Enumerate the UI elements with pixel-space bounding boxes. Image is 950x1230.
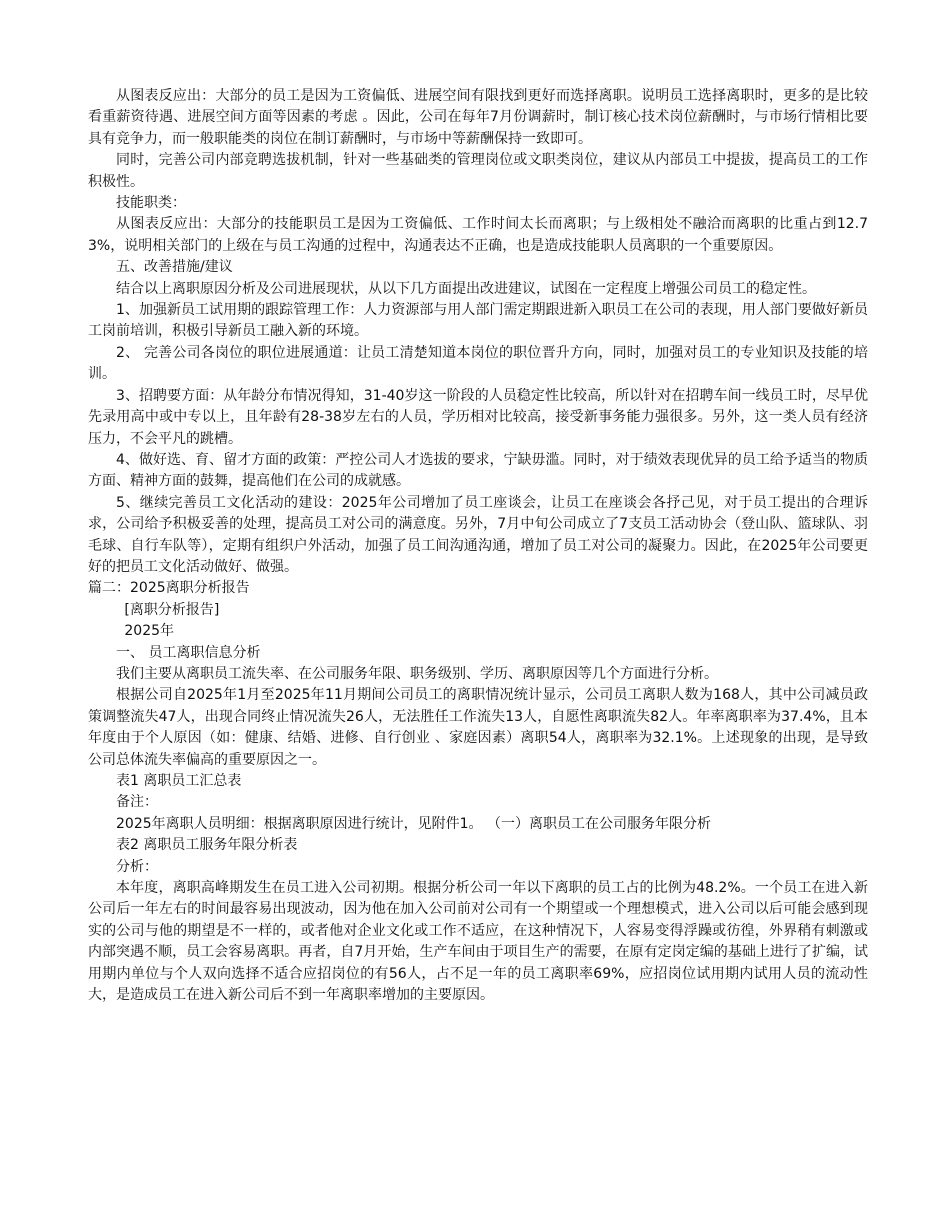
paragraph-suggestion-3: 3、招聘要方面：从年龄分布情况得知，31-40岁这一阶段的人员稳定性比较高，所以针对在招聘车间一线员工时，尽早优先录用高中或中专以上，且年龄有28-38岁左右的人员，学历相对比较高，接受新事务能力强很多。另外，这一类人员有经济压力，不会平凡的跳槽。 [88, 387, 868, 447]
table-2-caption: 表2 离职员工服务年限分析表 [116, 837, 298, 854]
section-heading-resignation-info: 一、 员工离职信息分析 [116, 644, 261, 661]
paragraph-internal-promotion: 同时，完善公司内部竞聘选拔机制，针对一些基础类的管理岗位或文职类岗位，建议从内部员工中提拔，提高员工的工作积极性。 [88, 152, 868, 190]
paragraph-skill-category-heading: 技能职类： [116, 195, 186, 212]
paragraph-skill-category-analysis: 从图表反应出：大部分的技能职员工是因为工资偏低、工作时间太长而离职；与上级相处不融洽而离职的比重占到12.73%，说明相关部门的上级在与员工沟通的过程中，沟通表达不正确，也是造成技能职人员离职的一个重要原因。 [88, 216, 868, 254]
paragraph-suggestion-1: 1、加强新员工试用期的跟踪管理工作：人力资源部与用人部门需定期跟进新入职员工在公司的表现，用人部门要做好新员工岗前培训，积极引导新员工融入新的环境。 [88, 302, 868, 340]
paragraph-resignation-details: 2025年离职人员明细：根据离职原因进行统计，见附件1。 （一）离职员工在公司服务年限分析 [116, 815, 711, 832]
paragraph-suggestion-2: 2、 完善公司各岗位的职位进展通道：让员工清楚知道本岗位的职位晋升方向，同时，加强对员工的专业知识及技能的培训。 [88, 344, 868, 383]
paragraph-analysis-scope: 我们主要从离职员工流失率、在公司服务年限、职务级别、学历、离职原因等几个方面进行分析。 [116, 665, 718, 682]
report-label: [离职分析报告] [124, 601, 220, 618]
section-heading-improvements: 五、改善措施/建议 [116, 259, 233, 276]
paragraph-suggestion-5: 5、继续完善员工文化活动的建设：2025年公司增加了员工座谈会，让员工在座谈会各抒己见，对于员工提出的合理诉求，公司给予积极妥善的处理，提高员工对公司的满意度。另外，7月中旬公司成立了7支员工活动协会（登山队、篮球队、羽毛球、自行车队等），定期有组织户外活动，加强了员工间沟通沟通，增加了员工对公司的凝聚力。因此，在2025年公司要更好的把员工文化活动做好、做强。 [88, 494, 868, 575]
paragraph-resignation-statistics: 根据公司自2025年1月至2025年11月期间公司员工的离职情况统计显示，公司员工离职人数为168人，其中公司减员政策调整流失47人，出现合同终止情况流失26人，无法胜任工作流失13人，自愿性离职流失82人。年率离职率为37.4%，且本年度由于个人原因（如：健康、结婚、进修、自行创业 、家庭因素）离职54人，离职率为32.1%。上述现象的出现，是导致公司总体流失率偏高的重要原因之一。 [88, 687, 868, 768]
table-1-caption: 表1 离职员工汇总表 [116, 773, 242, 789]
article-title-part-two: 篇二：2025离职分析报告 [88, 580, 250, 597]
paragraph-service-year-analysis: 本年度，离职高峰期发生在员工进入公司初期。根据分析公司一年以下离职的员工占的比例为48.2%。一个员工在进入新公司后一年左右的时间最容易出现波动，因为他在加入公司前对公司有一个期望或一个理想模式，进入公司以后可能会感到现实的公司与他的期望是不一样的，或者他对企业文化或工作不适应，在这种情况下，人容易变得浮躁或彷徨，外界稍有刺激或内部突遇不顺，员工会容易离职。再者，自7月开始，生产车间由于项目生产的需要，在原有定岗定编的基础上进行了扩编，试用期内单位与个人双向选择不适合应招岗位的有56人，占不足一年的员工离职率69%，应招岗位试用期内试用人员的流动性大，是造成员工在进入新公司后不到一年离职率增加的主要原因。 [88, 880, 868, 1004]
remarks-label: 备注： [116, 794, 158, 811]
report-year: 2025年 [124, 623, 175, 640]
document-page [88, 86, 868, 1006]
paragraph-suggestion-4: 4、做好选、育、留才方面的政策：严控公司人才选拔的要求，宁缺毋滥。同时，对于绩效表现优异的员工给予适当的物质方面、精神方面的鼓舞，提高他们在公司的成就感。 [88, 451, 868, 490]
paragraph-improvement-intro: 结合以上离职原因分析及公司进展现状，从以下几方面提出改进建议，试图在一定程度上增强公司员工的稳定性。 [116, 280, 816, 297]
analysis-label: 分析： [116, 858, 158, 875]
paragraph-chart-analysis: 从图表反应出：大部分的员工是因为工资偏低、进展空间有限找到更好而选择离职。说明员工选择离职时，更多的是比较看重薪资待遇、进展空间方面等因素的考虑 。因此，公司在每年7月份调薪时，制订核心技术岗位薪酬时，与市场行情相比要具有竞争力，而一般职能类的岗位在制订薪酬时，与市场中等薪酬保持一致即可。 [88, 88, 868, 147]
